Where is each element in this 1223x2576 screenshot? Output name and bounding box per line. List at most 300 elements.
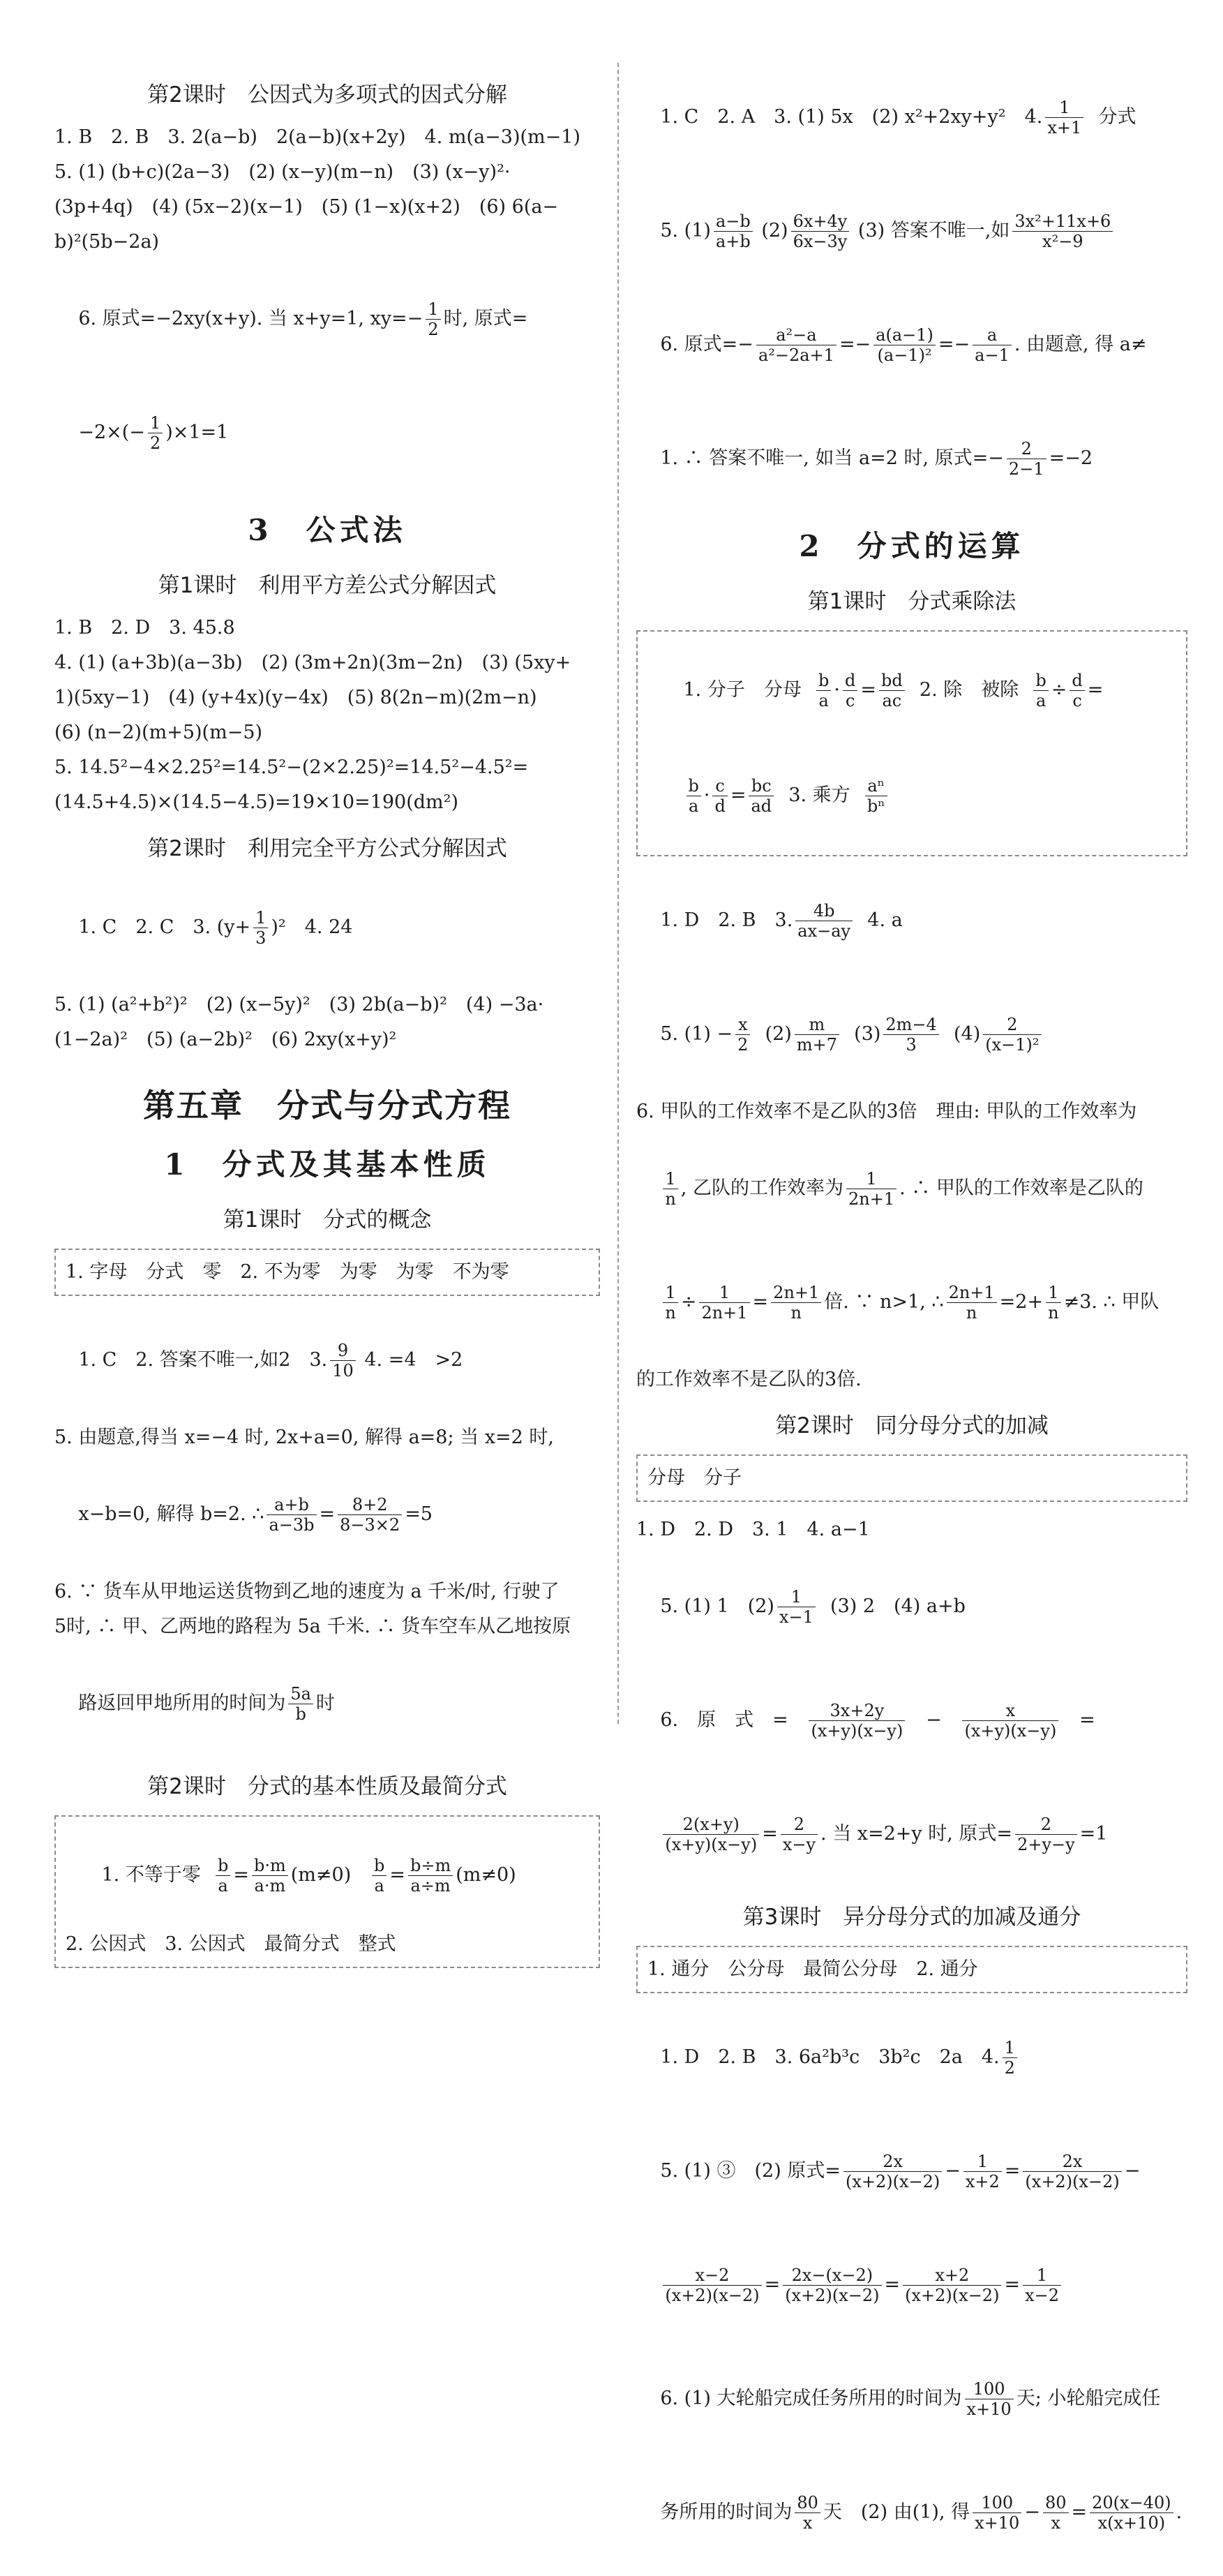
- fraction: [973, 325, 1012, 365]
- fraction: [973, 2493, 1021, 2533]
- denominator: n: [665, 1303, 676, 1323]
- answer-line: [636, 1784, 1187, 1885]
- lesson-title: 第3课时 异分母分式的加减及通分: [742, 1905, 1081, 1930]
- answer-line: [636, 1138, 1187, 1239]
- fraction: [1003, 2038, 1017, 2078]
- text: 1. 不等于零: [101, 1864, 201, 1886]
- lesson-title: 第2课时 分式的基本性质及最简分式: [147, 1774, 507, 1799]
- text: )² 4. 24: [271, 916, 353, 938]
- answer-line: [54, 382, 600, 484]
- denominator: n: [966, 1303, 977, 1323]
- numerator: a+b: [267, 1495, 316, 1515]
- fraction: [795, 2493, 820, 2533]
- numerator: b: [686, 776, 701, 796]
- fraction: [1046, 1283, 1060, 1323]
- section-title: 3 公式法: [248, 513, 407, 547]
- text: 1. 分子 分母: [683, 679, 802, 701]
- numerator: bd: [879, 671, 905, 691]
- fraction: [865, 776, 887, 816]
- denominator: 2: [1004, 2058, 1015, 2078]
- answer-line: [54, 877, 600, 978]
- fraction: [883, 1015, 938, 1055]
- lesson-title: 第1课时 利用平方差公式分解因式: [158, 573, 497, 598]
- answer-line: 6. ∵ 货车从甲地运送货物到乙地的速度为 a 千米/时, 行驶了: [54, 1581, 560, 1602]
- fraction: [983, 1015, 1041, 1055]
- text: −: [1124, 2160, 1141, 2182]
- left-column: [54, 63, 600, 1982]
- text: 6. 原式=−2xy(x+y). 当 x+y=1, xy=−: [78, 308, 423, 329]
- denominator: ax−ay: [797, 921, 851, 941]
- fraction: [965, 2379, 1014, 2419]
- column-divider: [617, 63, 619, 1724]
- denominator: x: [802, 2513, 813, 2533]
- lesson-title: 第2课时 利用完全平方公式分解因式: [147, 836, 507, 861]
- answer-line: [636, 984, 1187, 1085]
- numerator: b: [816, 671, 831, 691]
- denominator: 2n+1: [848, 1189, 895, 1209]
- numerator: 1: [699, 1283, 749, 1303]
- numerator: 1: [846, 1169, 896, 1189]
- text: −: [1024, 2501, 1040, 2523]
- fraction: [735, 1015, 750, 1055]
- fraction: [795, 1015, 839, 1055]
- fraction: [756, 325, 836, 365]
- numerator: a: [973, 325, 1012, 345]
- text: 时: [315, 1692, 335, 1714]
- text: 务所用的时间为: [660, 2501, 793, 2523]
- fraction: [1070, 671, 1084, 710]
- fraction: [148, 413, 163, 453]
- text: ÷: [680, 1291, 697, 1313]
- numerator: 1: [1023, 2265, 1061, 2286]
- chapter-title: 第五章 分式与分式方程: [143, 1087, 511, 1124]
- answer-line: b)²(5b−2a): [54, 231, 160, 253]
- text: =: [730, 784, 746, 806]
- text: (3) 2 (4) a+b: [830, 1595, 966, 1617]
- denominator: a²−2a+1: [758, 345, 834, 365]
- section-title: 1 分式及其基本性质: [164, 1147, 490, 1182]
- answer-line: [54, 1653, 600, 1755]
- denominator: c: [845, 691, 855, 710]
- denominator: 2: [149, 433, 161, 453]
- text: ·: [703, 784, 710, 806]
- text: 1. C 2. 答案不唯一,如2 3.: [78, 1349, 328, 1371]
- text: 5. (1): [660, 220, 711, 241]
- numerator: d: [1070, 671, 1084, 691]
- answer-line: 2. 公因式 3. 公因式 最简分式 整式: [66, 1933, 396, 1955]
- text: 6. 原式=−: [660, 334, 753, 355]
- text: 1. D 2. B 3. 6a²b³c 3b²c 2a 4.: [660, 2046, 1000, 2068]
- denominator: m+7: [796, 1035, 837, 1055]
- numerator: x: [735, 1015, 750, 1035]
- denominator: 2: [737, 1035, 749, 1055]
- key-points-box: [54, 1249, 600, 1296]
- answer-line: (14.5+4.5)×(14.5−4.5)=19×10=190(dm²): [54, 791, 459, 813]
- text: (2): [761, 220, 788, 241]
- text: ·: [834, 679, 840, 701]
- denominator: (x+2)(x−2): [845, 2172, 940, 2191]
- numerator: b: [372, 1856, 387, 1876]
- text: 1. ∴ 答案不唯一, 如当 a=2 时, 原式=−: [660, 447, 1004, 469]
- numerator: x: [962, 1701, 1058, 1721]
- text: 5. (1) ③ (2) 原式=: [660, 2160, 841, 2182]
- text: =2+: [999, 1291, 1044, 1313]
- fraction: [816, 671, 831, 710]
- numerator: 2: [1007, 439, 1046, 459]
- numerator: b·m: [252, 1856, 288, 1876]
- text: =1: [1079, 1823, 1108, 1845]
- text: )×1=1: [165, 422, 229, 443]
- numerator: 2: [983, 1015, 1041, 1035]
- denominator: x+10: [975, 2513, 1020, 2533]
- text: 3. 乘方: [788, 784, 850, 806]
- denominator: (x+2)(x−2): [665, 2286, 760, 2305]
- denominator: a: [689, 796, 699, 816]
- denominator: x−y: [782, 1835, 816, 1854]
- fraction: [1023, 2152, 1121, 2191]
- answer-line: [636, 181, 1187, 282]
- numerator: 100: [973, 2493, 1021, 2513]
- numerator: d: [843, 671, 857, 691]
- denominator: 6x−3y: [793, 232, 848, 251]
- denominator: n: [790, 1303, 802, 1323]
- numerator: 1: [1003, 2038, 1017, 2058]
- answer-line: 5. (1) (a²+b²)² (2) (x−5y)² (3) 2b(a−b)² (4) −3a·: [54, 994, 544, 1015]
- denominator: x: [1051, 2513, 1060, 2533]
- denominator: (x+y)(x−y): [964, 1721, 1057, 1741]
- fraction: [712, 776, 727, 816]
- denominator: (a−1)²: [877, 345, 932, 365]
- numerator: aⁿ: [865, 776, 887, 796]
- denominator: a+b: [715, 232, 751, 251]
- fraction: [879, 671, 905, 710]
- denominator: a: [218, 1876, 228, 1896]
- text: 6. 原 式 =: [660, 1709, 788, 1731]
- numerator: 2(x+y): [663, 1815, 759, 1835]
- text: =: [1087, 679, 1104, 701]
- fraction: [771, 1283, 821, 1323]
- numerator: 2x: [1023, 2152, 1121, 2172]
- fraction: [963, 2152, 1002, 2191]
- denominator: 2n+1: [701, 1303, 748, 1323]
- answer-line: [636, 2007, 1187, 2108]
- fraction: [843, 671, 857, 710]
- denominator: x+2: [965, 2172, 1000, 2191]
- answer-line: [636, 2121, 1187, 2222]
- denominator: (x−1)²: [985, 1035, 1040, 1055]
- denominator: x−1: [779, 1607, 813, 1627]
- denominator: b: [295, 1704, 306, 1724]
- text: . 由题意, 得 a≠: [1014, 334, 1147, 355]
- fraction: [1015, 1815, 1077, 1854]
- fraction: [663, 1815, 759, 1854]
- answer-line: 1. D 2. D 3. 1 4. a−1: [636, 1519, 870, 1540]
- text: 6. (1) 大轮船完成任务所用的时间为: [660, 2388, 962, 2409]
- denominator: a: [374, 1876, 384, 1896]
- answer-line: [647, 745, 1176, 847]
- fraction: [1033, 671, 1048, 710]
- answer-line: 的工作效率不是乙队的3倍.: [636, 1369, 862, 1390]
- fraction: [216, 1856, 230, 1896]
- text: 4. =4 >2: [364, 1349, 463, 1371]
- numerator: 80: [795, 2493, 820, 2513]
- numerator: 1: [148, 413, 163, 433]
- text: (2): [765, 1023, 792, 1045]
- text: =: [319, 1503, 336, 1525]
- text: 时, 原式=: [443, 308, 528, 329]
- numerator: 3x+2y: [809, 1701, 905, 1721]
- answer-line: [636, 2235, 1187, 2336]
- fraction: [267, 1495, 316, 1535]
- numerator: m: [795, 1015, 839, 1035]
- text: 1. D 2. B 3.: [660, 909, 793, 931]
- numerator: a²−a: [756, 325, 836, 345]
- fraction: [663, 1169, 677, 1209]
- text: 分式: [1098, 106, 1136, 128]
- fraction: [903, 2265, 1001, 2305]
- denominator: ad: [751, 796, 772, 816]
- text: 路返回甲地所用的时间为: [78, 1692, 286, 1714]
- answer-line: 6. 甲队的工作效率不是乙队的3倍 理由: 甲队的工作效率为: [636, 1101, 1137, 1122]
- denominator: x−2: [1025, 2286, 1059, 2305]
- numerator: b: [1033, 671, 1048, 691]
- lesson-title: 第1课时 分式乘除法: [807, 589, 1016, 614]
- denominator: c: [1072, 691, 1082, 710]
- answer-line: 1. B 2. B 3. 2(a−b) 2(a−b)(x+2y) 4. m(a−3)(m−1): [54, 126, 580, 148]
- text: . ∴ 甲队的工作效率是乙队的: [899, 1177, 1143, 1199]
- fraction: [749, 776, 774, 816]
- lesson-title: 第1课时 分式的概念: [223, 1207, 432, 1233]
- answer-line: (3p+4q) (4) (5x−2)(x−1) (5) (1−x)(x+2) (6) 6(a−: [54, 196, 559, 218]
- answer-line: [636, 67, 1187, 168]
- numerator: 1: [963, 2152, 1002, 2172]
- answer-line: 1. B 2. D 3. 45.8: [54, 617, 235, 639]
- text: =: [752, 1291, 769, 1313]
- numerator: 1: [777, 1587, 816, 1607]
- text: 1. C 2. A 3. (1) 5x (2) x²+2xy+y² 4.: [660, 106, 1043, 128]
- text: , 乙队的工作效率为: [680, 1177, 843, 1199]
- denominator: x+1: [1047, 118, 1082, 137]
- denominator: x²−9: [1042, 232, 1083, 251]
- denominator: (x+2)(x−2): [1025, 2172, 1120, 2191]
- numerator: 9: [330, 1341, 356, 1361]
- numerator: 1: [426, 299, 440, 320]
- fraction: [372, 1856, 387, 1896]
- numerator: 2n+1: [947, 1283, 997, 1303]
- denominator: 10: [332, 1361, 354, 1380]
- text: =−: [938, 334, 970, 355]
- denominator: a·m: [254, 1876, 286, 1896]
- fraction: [426, 299, 440, 339]
- text: . 当 x=2+y 时, 原式=: [820, 1823, 1013, 1845]
- numerator: b: [216, 1856, 230, 1876]
- denominator: 2: [428, 320, 439, 339]
- denominator: a: [818, 691, 829, 710]
- lesson-title: 第2课时 公因式为多项式的因式分解: [147, 82, 507, 107]
- answer-line: 1. 通分 公分母 最简公分母 2. 通分: [647, 1958, 978, 1980]
- denominator: x(x+10): [1097, 2513, 1166, 2533]
- fraction: [1090, 2493, 1173, 2533]
- answer-line: 分母 分子: [647, 1467, 742, 1489]
- answer-line: (1−2a)² (5) (a−2b)² (6) 2xy(x+y)²: [54, 1029, 397, 1050]
- fraction: [663, 2265, 761, 2305]
- text: 倍. ∵ n>1, ∴: [824, 1291, 944, 1313]
- text: =: [1004, 2274, 1021, 2295]
- answer-line: 5. 14.5²−4×2.25²=14.5²−(2×2.25)²=14.5²−4.5²=: [54, 757, 529, 778]
- numerator: bc: [749, 776, 774, 796]
- answer-line: 5时, ∴ 甲、乙两地的路程为 5a 千米. ∴ 货车空车从乙地按原: [54, 1616, 571, 1637]
- answer-line: 5. (1) (b+c)(2a−3) (2) (x−y)(m−n) (3) (x−y)²·: [54, 161, 511, 183]
- numerator: 2x−(x−2): [783, 2265, 881, 2286]
- numerator: c: [712, 776, 727, 796]
- fraction: [873, 325, 936, 365]
- text: 4. a: [867, 909, 903, 931]
- text: −2×(−: [78, 422, 145, 443]
- key-points-box: [636, 630, 1187, 856]
- numerator: 2n+1: [771, 1283, 821, 1303]
- text: (3) 答案不唯一,如: [857, 220, 1010, 241]
- numerator: x−2: [663, 2265, 761, 2286]
- numerator: 2m−4: [883, 1015, 938, 1035]
- fraction: [686, 776, 701, 816]
- numerator: 8+2: [338, 1495, 402, 1515]
- text: =: [884, 2274, 901, 2295]
- text: =−: [839, 334, 871, 355]
- answer-line: [636, 1252, 1187, 1353]
- fraction: [843, 2152, 942, 2191]
- numerator: 1: [253, 908, 268, 928]
- answer-line: [636, 2348, 1187, 2450]
- text: .: [1176, 2501, 1183, 2523]
- numerator: 6x+4y: [791, 211, 850, 232]
- text: 天 (2) 由(1), 得: [823, 2501, 970, 2523]
- fraction: [288, 1684, 313, 1724]
- numerator: a(a−1): [873, 325, 936, 345]
- denominator: n: [1048, 1303, 1059, 1323]
- numerator: 5a: [288, 1684, 313, 1704]
- answer-line: [647, 640, 1176, 741]
- text: ≠3. ∴ 甲队: [1063, 1291, 1160, 1313]
- text: ÷: [1051, 679, 1067, 701]
- fraction: [253, 908, 268, 948]
- text: −: [945, 2160, 961, 2182]
- text: −: [926, 1709, 942, 1731]
- numerator: 20(x−40): [1090, 2493, 1173, 2513]
- fraction: [330, 1341, 356, 1380]
- denominator: (x+y)(x−y): [811, 1721, 903, 1741]
- fraction: [338, 1495, 402, 1535]
- numerator: 2: [1015, 1815, 1077, 1835]
- text: 1. C 2. C 3. (y+: [78, 916, 251, 938]
- denominator: 2−1: [1008, 459, 1044, 479]
- text: =: [1079, 1709, 1095, 1731]
- text: 5. (1) 1 (2): [660, 1595, 774, 1617]
- fraction: [791, 211, 850, 251]
- denominator: a÷m: [410, 1876, 451, 1896]
- text: 5. (1) −: [660, 1023, 733, 1045]
- answer-line: 4. (1) (a+3b)(a−3b) (2) (3m+2n)(3m−2n) (3) (5xy+: [54, 652, 571, 673]
- numerator: 2: [781, 1815, 818, 1835]
- numerator: x+2: [903, 2265, 1001, 2286]
- denominator: ac: [882, 691, 902, 710]
- numerator: 4b: [795, 901, 853, 921]
- fraction: [947, 1283, 997, 1323]
- answer-line: [636, 2462, 1187, 2563]
- right-column: [636, 67, 1187, 2576]
- fraction: [795, 901, 853, 941]
- numerator: 2x: [843, 2152, 942, 2172]
- fraction: [252, 1856, 288, 1896]
- answer-line: [636, 870, 1187, 971]
- answer-line: 1)(5xy−1) (4) (y+4x)(y−4x) (5) 8(2n−m)(2m−n): [54, 687, 537, 708]
- numerator: 3x²+11x+6: [1012, 211, 1113, 232]
- text: (4): [953, 1023, 981, 1045]
- fraction: [962, 1701, 1058, 1741]
- denominator: x+10: [966, 2399, 1012, 2419]
- fraction: [1045, 98, 1083, 137]
- answer-line: 1. 字母 分式 零 2. 不为零 为零 为零 不为零: [66, 1261, 509, 1283]
- denominator: (x+y)(x−y): [665, 1835, 758, 1854]
- answer-line: [636, 295, 1187, 396]
- answer-line: [636, 408, 1187, 509]
- denominator: a−1: [975, 345, 1010, 365]
- text: (3): [854, 1023, 881, 1045]
- text: (m≠0): [456, 1864, 516, 1886]
- denominator: a: [1035, 691, 1046, 710]
- fraction: [777, 1587, 816, 1627]
- text: (m≠0): [290, 1864, 352, 1886]
- text: =: [764, 2274, 781, 2295]
- answer-line: [636, 1670, 1187, 1771]
- answer-line: [54, 1464, 600, 1565]
- denominator: d: [714, 796, 726, 816]
- numerator: 80: [1043, 2493, 1069, 2513]
- numerator: 100: [965, 2379, 1014, 2399]
- fraction: [663, 1283, 677, 1323]
- numerator: 1: [1045, 98, 1083, 118]
- denominator: bⁿ: [866, 796, 885, 816]
- denominator: 3: [255, 928, 267, 948]
- text: x−b=0, 解得 b=2. ∴: [78, 1503, 264, 1525]
- text: =: [1004, 2160, 1021, 2182]
- fraction: [1012, 211, 1113, 251]
- answer-line: [54, 1310, 600, 1411]
- denominator: n: [665, 1189, 676, 1209]
- fraction: [699, 1283, 749, 1323]
- fraction: [781, 1815, 818, 1854]
- text: =: [762, 1823, 778, 1845]
- fraction: [1023, 2265, 1061, 2305]
- answer-line: [636, 1556, 1187, 1658]
- answer-line: 1. 不等于零 $\frac{b}{a}$ = $\frac{b\cdot m}{a\cdot m}$ (m≠0) $\frac{b}{a}$ = $\frac{b\div m}{a\div m}$ (m≠0): [101, 1856, 516, 1896]
- text: =: [1071, 2501, 1088, 2523]
- denominator: 3: [906, 1035, 917, 1055]
- fraction: [1007, 439, 1046, 479]
- answer-line: (6) (n−2)(m+5)(m−5): [54, 722, 263, 743]
- text: 2. 除 被除: [919, 679, 1019, 701]
- key-points-box: [636, 1454, 1187, 1502]
- fraction: [809, 1701, 905, 1741]
- answer-line: [54, 269, 600, 370]
- key-points-box: [54, 1815, 600, 1968]
- fraction: [1043, 2493, 1069, 2533]
- text: =5: [405, 1503, 433, 1525]
- lesson-title: 第2课时 同分母分式的加减: [775, 1413, 1049, 1438]
- text: 天; 小轮船完成任: [1016, 2388, 1161, 2409]
- numerator: a−b: [714, 211, 753, 232]
- denominator: 8−3×2: [340, 1515, 400, 1535]
- fraction: [408, 1856, 453, 1896]
